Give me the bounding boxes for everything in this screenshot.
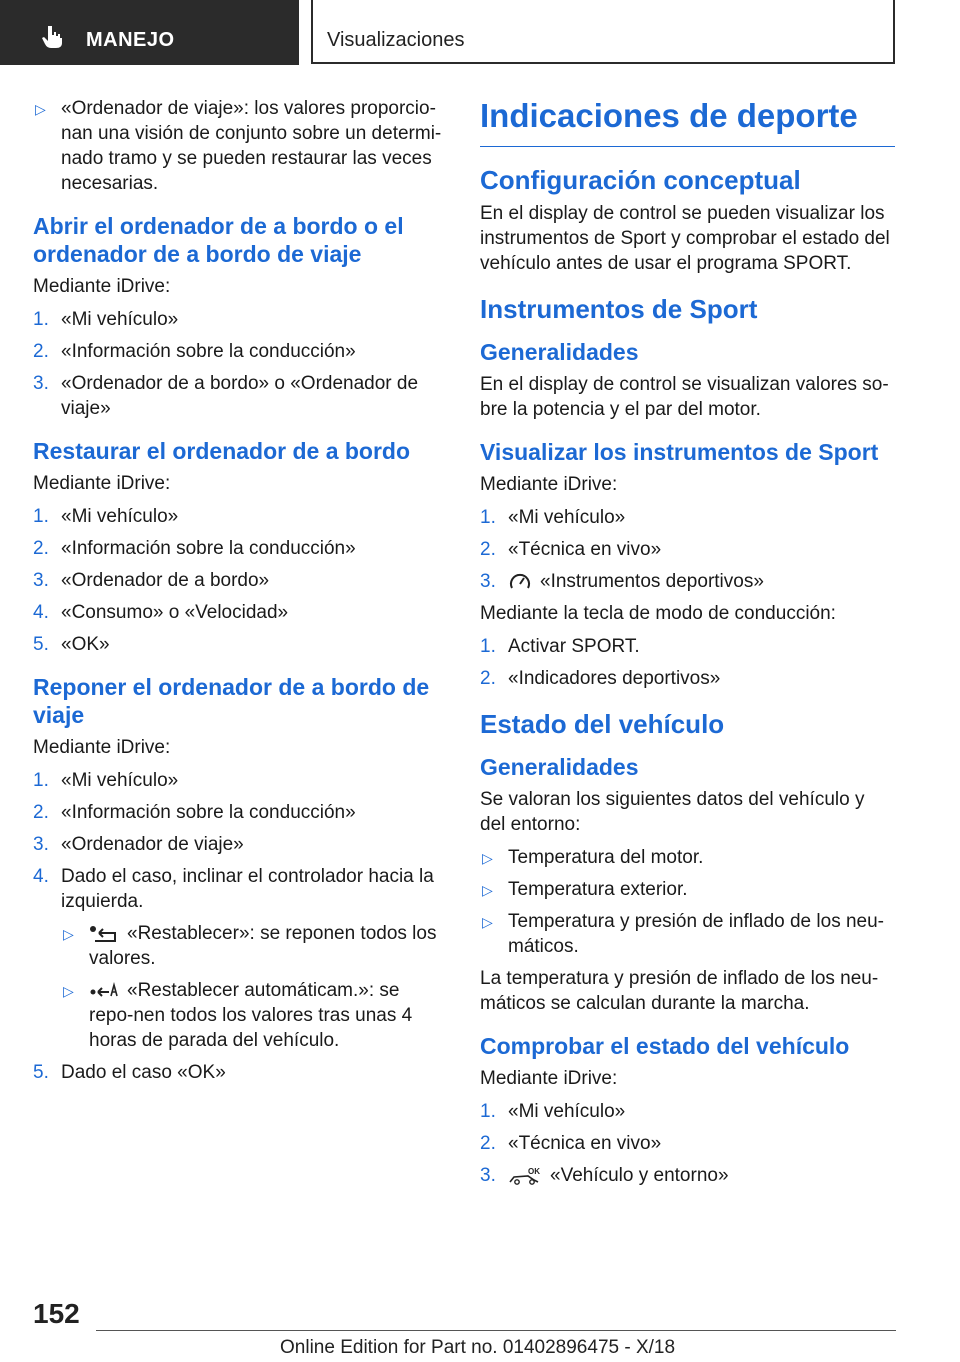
list-item: 2. «Indicadores deportivos»	[480, 668, 721, 689]
bullet-triangle-icon: ▷	[63, 983, 74, 999]
list-item: 2. «Técnica en vivo»	[480, 539, 662, 560]
right-column	[480, 96, 895, 1195]
list-item: 2. «Información sobre la conducción»	[33, 341, 356, 362]
section-label: Visualizaciones	[327, 29, 465, 51]
paragraph: Mediante iDrive:	[33, 737, 171, 758]
footer-edition: Online Edition for Part no. 01402896475 - X/18	[280, 1337, 676, 1358]
paragraph: Mediante iDrive:	[480, 1068, 618, 1089]
list-item: 5. «OK»	[33, 634, 110, 655]
section-heading: Abrir el ordenador de a bordo o el ordenador de a bordo de viaje	[33, 213, 404, 267]
list-item: 4. «Consumo» o «Velocidad»	[33, 602, 289, 623]
subsection-heading: Generalidades	[480, 339, 639, 365]
numbered-list	[33, 307, 445, 421]
svg-text:OK: OK	[528, 1166, 540, 1176]
reset-icon	[89, 925, 119, 943]
left-column	[33, 96, 445, 1092]
section-tab	[311, 0, 895, 64]
subsection-heading: Visualizar los instrumentos de Sport	[480, 439, 879, 465]
paragraph: Mediante iDrive:	[480, 474, 618, 495]
list-item: ▷ Temperatura y presión de inflado de los neu-máticos.	[482, 911, 885, 957]
list-item: 3. «Instrumentos deportivos»	[480, 571, 764, 592]
paragraph: Mediante iDrive:	[33, 276, 171, 297]
car-check-icon	[508, 1166, 542, 1186]
section-heading: Reponer el ordenador de a bordo de viaje	[33, 674, 430, 728]
page-title: Indicaciones de deporte	[480, 96, 895, 147]
numbered-list	[480, 505, 895, 594]
bullet-triangle-icon: ▷	[63, 926, 74, 942]
footer-divider	[96, 1330, 896, 1331]
bullet-triangle-icon: ▷	[482, 850, 493, 866]
list-item: ▷ Temperatura exterior.	[480, 877, 895, 902]
numbered-list	[480, 1099, 895, 1188]
page-number: 152	[33, 1298, 80, 1329]
paragraph: Se valoran los siguientes datos del vehículo y del entorno:	[480, 789, 865, 835]
bullet-triangle-icon: ▷	[482, 914, 493, 930]
list-item: 1. «Mi vehículo»	[480, 1101, 626, 1122]
auto-reset-icon	[89, 982, 119, 1000]
list-item: 3. «Ordenador de a bordo»	[33, 570, 270, 591]
list-item: 1. «Mi vehículo»	[33, 309, 179, 330]
paragraph: Mediante iDrive:	[33, 473, 171, 494]
bullet-triangle-icon: ▷	[482, 882, 493, 898]
chapter-tab	[0, 0, 299, 65]
list-item: 1. Activar SPORT.	[480, 636, 640, 657]
list-item: 3. «Ordenador de a bordo» o «Ordenador de viaje»	[33, 373, 419, 419]
list-item: 2. «Información sobre la conducción»	[33, 802, 356, 823]
list-item: ▷ «Ordenador de viaje»: los valores proporcio-nan una visión de conjunto sobre un determi-nado tramo y se pueden restaurar las veces necesarias.	[35, 98, 442, 194]
list-item: 1. «Mi vehículo»	[33, 770, 179, 791]
bullet-list	[480, 845, 895, 959]
bullet-triangle-icon: ▷	[35, 101, 46, 117]
list-item: 1. «Mi vehículo»	[33, 506, 179, 527]
paragraph: La temperatura y presión de inflado de los neu-máticos se calculan durante la marcha.	[480, 968, 879, 1014]
sub-list-item: ▷ «Restablecer»: se reponen todos los valores.	[63, 923, 437, 969]
paragraph: En el display de control se pueden visualizar los instrumentos de Sport y comprobar el estado del vehículo antes de usar el programa SPORT.	[480, 203, 890, 274]
chapter-label: MANEJO	[86, 29, 175, 51]
sub-list-item: ▷ «Restablecer automáticam.»: se repo-nen todos los valores tras unas 4 horas de parada del vehículo.	[63, 980, 413, 1051]
list-item: 3. «Ordenador de viaje»	[33, 834, 244, 855]
list-item: ▷ Temperatura del motor.	[480, 845, 895, 870]
section-heading: Configuración conceptual	[480, 165, 801, 195]
paragraph: Mediante la tecla de modo de conducción:	[480, 603, 836, 624]
list-item: 2. «Información sobre la conducción»	[33, 538, 356, 559]
section-heading: Instrumentos de Sport	[480, 294, 758, 324]
list-item: 4. Dado el caso, inclinar el controlador hacia la izquierda. ▷ «Restablecer»: se reponen todos los valores. ▷ «Restablecer automáticam.»: se repo-nen todos los valores tras unas 4 horas de parada del vehículo.	[33, 864, 445, 1053]
subsection-heading: Generalidades	[480, 754, 639, 780]
subsection-heading: Comprobar el estado del vehículo	[480, 1033, 850, 1059]
list-item: 3. OK «Vehículo y entorno»	[480, 1165, 729, 1186]
section-heading: Estado del vehículo	[480, 709, 725, 739]
section-heading: Restaurar el ordenador de a bordo	[33, 438, 411, 464]
numbered-list	[33, 504, 445, 657]
numbered-list	[33, 768, 445, 1085]
list-item: 5. Dado el caso «OK»	[33, 1062, 226, 1083]
numbered-list	[480, 634, 895, 691]
list-item: 1. «Mi vehículo»	[480, 507, 626, 528]
page-header	[0, 0, 960, 66]
list-item: 2. «Técnica en vivo»	[480, 1133, 662, 1154]
paragraph: En el display de control se visualizan valores so-bre la potencia y el par del motor.	[480, 374, 889, 420]
hand-pointer-icon	[40, 24, 66, 50]
gauge-icon	[508, 572, 532, 592]
